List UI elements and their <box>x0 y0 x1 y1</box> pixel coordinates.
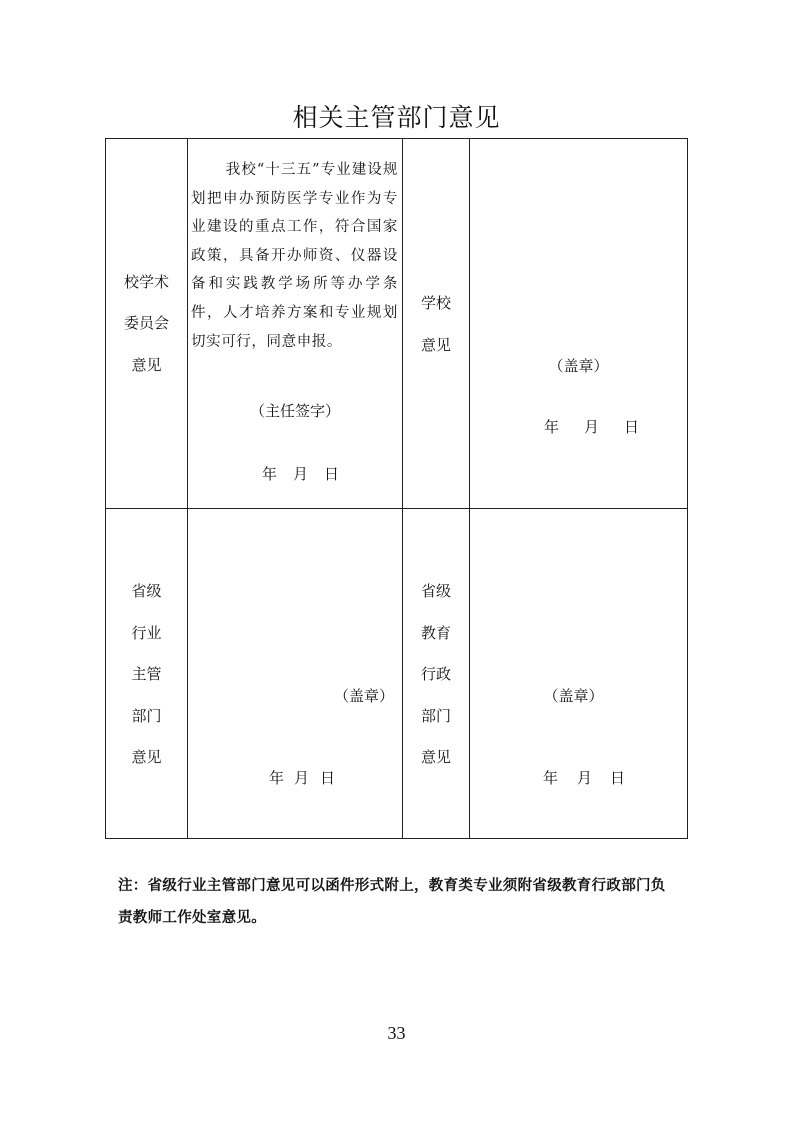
footnote: 注：省级行业主管部门意见可以函件形式附上，教育类专业须附省级教育行政部门负责教师工作处室意见。 <box>118 878 666 926</box>
industry-dept-seal-label: （盖章） <box>334 687 395 705</box>
education-dept-label-line-3: 行政 <box>420 665 451 683</box>
table-border-bottom <box>105 838 688 839</box>
committee-date-month: 月 <box>293 465 309 483</box>
school-label-line-2: 意见 <box>420 336 451 354</box>
table-row-divider <box>105 508 688 509</box>
industry-dept-label-line-1: 省级 <box>131 582 162 600</box>
page-title: 相关主管部门意见 <box>292 103 501 132</box>
industry-dept-label-line-2: 行业 <box>131 624 162 642</box>
industry-dept-label-line-3: 主管 <box>131 665 162 683</box>
education-dept-label-line-1: 省级 <box>420 582 451 600</box>
industry-dept-date-day: 日 <box>320 769 336 787</box>
committee-label-line-3: 意见 <box>131 356 162 374</box>
school-date-year: 年 <box>544 418 560 436</box>
director-signature-label: （主任签字） <box>249 402 340 420</box>
committee-date-day: 日 <box>324 465 340 483</box>
table-border-right <box>687 138 688 839</box>
table-col-divider-1 <box>187 138 188 839</box>
committee-opinion-paragraph: 我校“十三五”专业建设规划把申办预防医学专业作为专业建设的重点工作，符合国家政策，具备开办师资、仪器设备和实践教学场所等办学条件，人才培养方案和专业规划切实可行，同意申报。 <box>191 162 398 350</box>
education-dept-label-line-4: 部门 <box>420 707 451 725</box>
education-dept-seal-label: （盖章） <box>543 687 604 705</box>
education-dept-label-line-2: 教育 <box>420 624 451 642</box>
table-col-divider-2 <box>402 138 403 839</box>
committee-opinion-text <box>191 156 398 356</box>
industry-dept-date-year: 年 <box>269 769 285 787</box>
education-dept-label-line-5: 意见 <box>420 748 451 766</box>
industry-dept-label-line-5: 意见 <box>131 748 162 766</box>
committee-label-line-1: 校学术 <box>123 273 169 291</box>
education-dept-date-day: 日 <box>610 769 626 787</box>
education-dept-date-month: 月 <box>577 769 593 787</box>
industry-dept-date-month: 月 <box>294 769 310 787</box>
school-date-day: 日 <box>624 418 640 436</box>
committee-label-line-2: 委员会 <box>123 314 169 332</box>
table-col-divider-3 <box>469 138 470 839</box>
industry-dept-label-line-4: 部门 <box>131 707 162 725</box>
school-date-month: 月 <box>584 418 600 436</box>
school-label-line-1: 学校 <box>420 294 451 312</box>
table-border-left <box>105 138 106 839</box>
education-dept-date-year: 年 <box>543 769 559 787</box>
table-border-top <box>105 138 688 139</box>
committee-date-year: 年 <box>262 465 278 483</box>
page-number: 33 <box>387 1023 406 1043</box>
school-seal-label: （盖章） <box>548 357 609 375</box>
